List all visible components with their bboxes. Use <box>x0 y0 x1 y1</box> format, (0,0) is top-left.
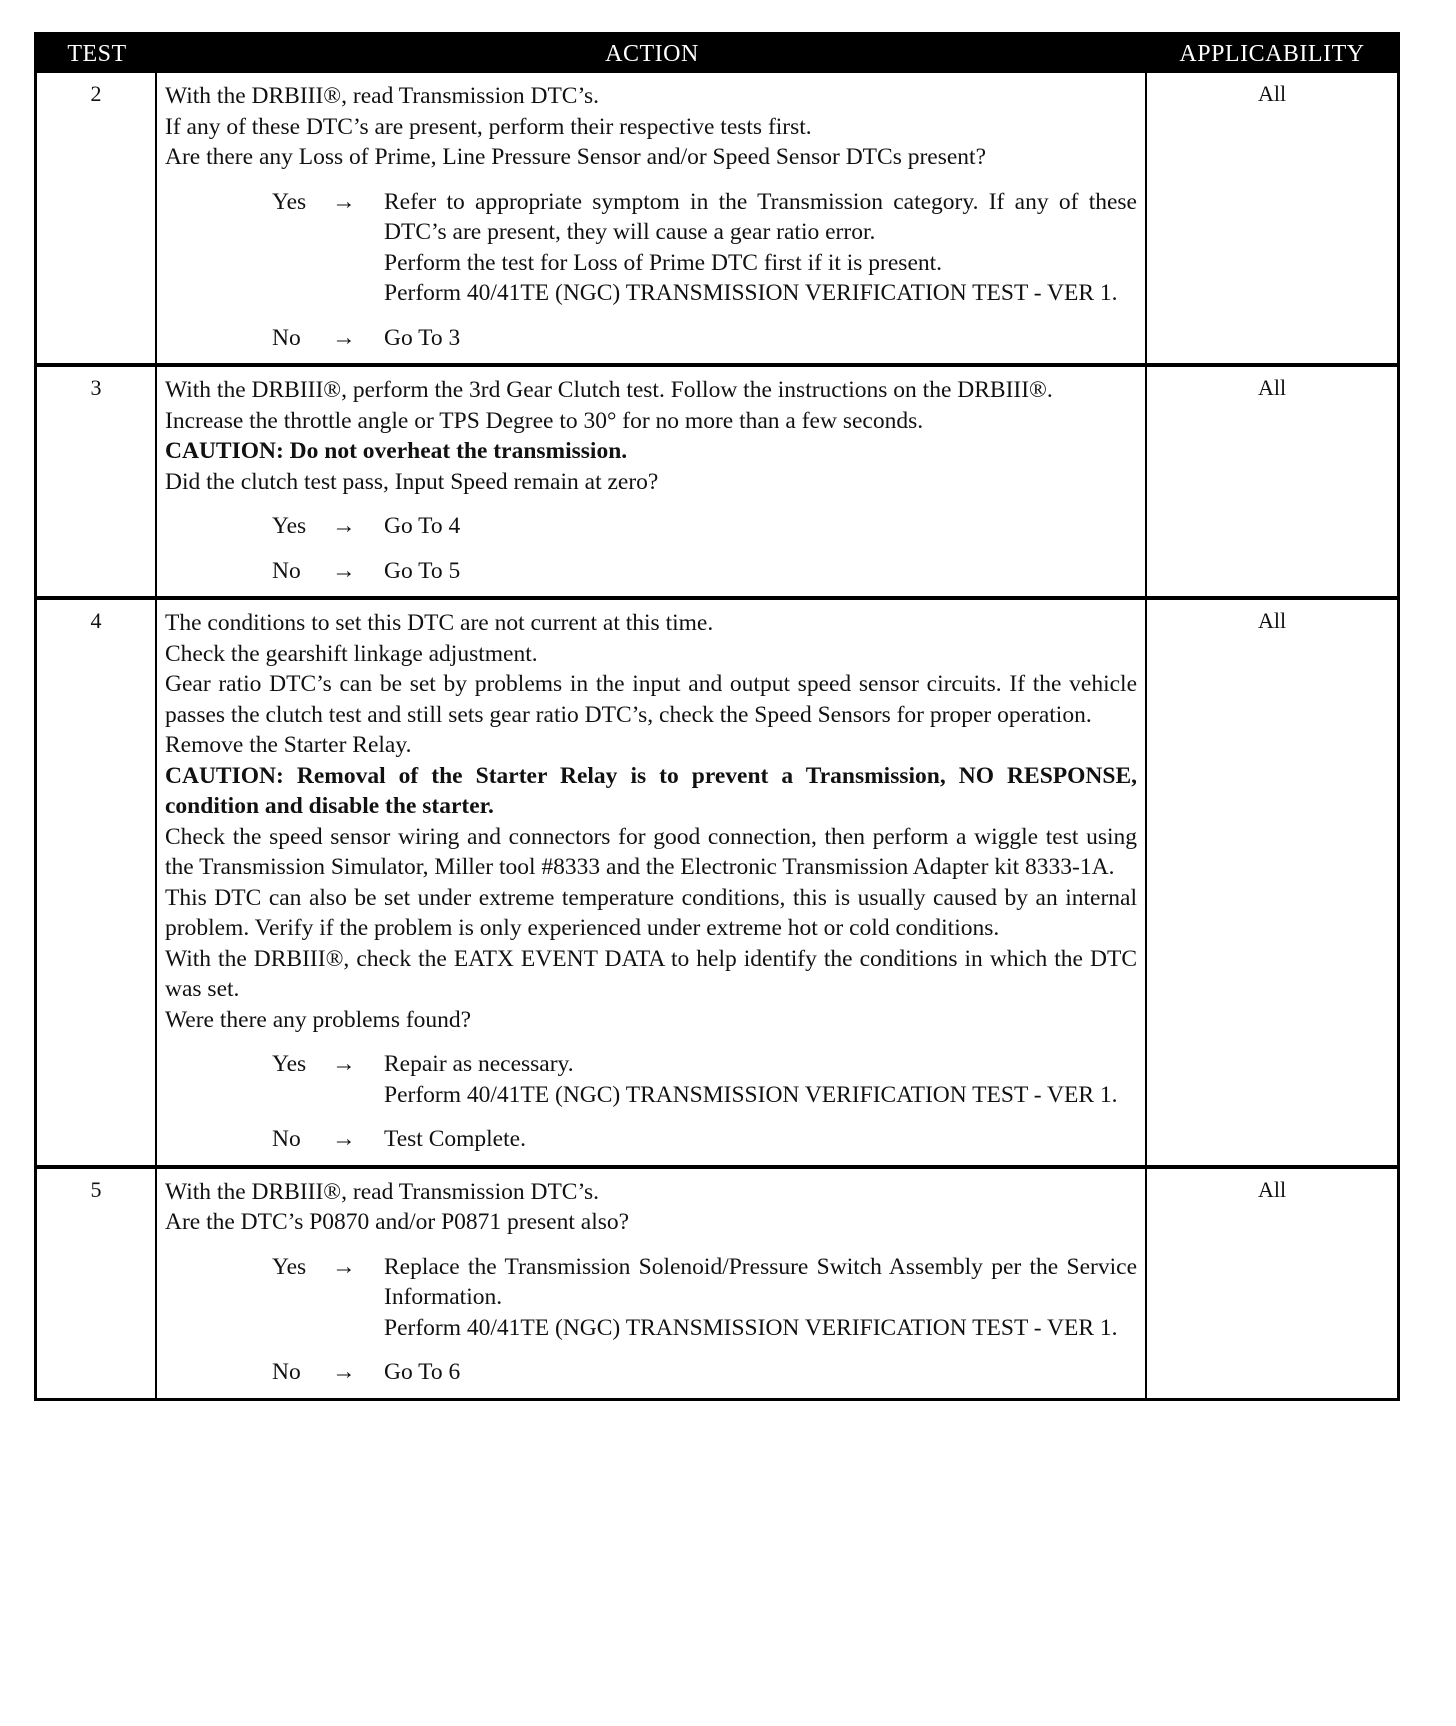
action-line: This DTC can also be set under extreme temperature conditions, this is usually caused by an internal problem. Verify if the problem is only experienced under extreme hot or cold conditions. <box>165 884 1137 941</box>
yes-branch-label: Yes <box>272 513 307 539</box>
branch-line: Refer to appropriate symptom in the Transmission category. If any of these DTC’s are present, they will cause a gear ratio error. <box>384 188 1137 245</box>
action-line: Increase the throttle angle or TPS Degree to 30° for no more than a few seconds. <box>165 407 924 434</box>
applicability: All <box>1257 81 1287 106</box>
yes-branch-label: Yes <box>272 188 307 215</box>
branch-line: Go To 4 <box>384 513 461 539</box>
branch-line: Go To 3 <box>384 324 461 351</box>
action-line: The conditions to set this DTC are not current at this time. <box>165 610 714 636</box>
no-branch <box>165 1124 1137 1155</box>
table-row <box>37 367 1397 600</box>
arrow-right-icon: → <box>332 188 356 215</box>
yes-branch <box>165 511 1137 542</box>
arrow-right-icon: → <box>332 513 356 539</box>
action-line: Gear ratio DTC’s can be set by problems in the input and output speed sensor circuits. If the vehicle passes the clutch test and still sets gear ratio DTC’s, check the Speed Sensors for proper operation. <box>165 671 1137 728</box>
yes-branch <box>165 1252 1137 1344</box>
branch-line: Perform 40/41TE (NGC) TRANSMISSION VERIFICATION TEST - VER 1. <box>384 1314 1118 1341</box>
no-branch-label: No <box>272 1126 301 1152</box>
action-line: Check the gearshift linkage adjustment. <box>165 640 538 667</box>
test-number: 5 <box>37 1169 157 1398</box>
no-branch-text <box>384 1124 1137 1155</box>
action-line: Were there any problems found? <box>165 1006 472 1033</box>
arrow-right-icon: → <box>332 1253 356 1280</box>
applicability: All <box>1257 1176 1287 1202</box>
caution-text: CAUTION: Removal of the Starter Relay is to prevent a Transmission, NO RESPONSE, condition and disable the starter. <box>165 762 1137 819</box>
no-branch-label: No <box>272 324 301 351</box>
action-line: Remove the Starter Relay. <box>165 732 412 758</box>
action-cell <box>157 1169 1147 1398</box>
arrow-right-icon: → <box>332 1126 356 1152</box>
action-line: With the DRBIII®, read Transmission DTC’s. <box>165 1178 600 1205</box>
header-action: ACTION <box>605 40 699 67</box>
yes-branch-text <box>384 1049 1137 1110</box>
test-number: 3 <box>37 367 157 596</box>
action-line: With the DRBIII®, check the EATX EVENT DATA to help identify the conditions in which the DTC was set. <box>165 945 1137 1002</box>
branch-line: Perform 40/41TE (NGC) TRANSMISSION VERIFICATION TEST - VER 1. <box>384 1081 1118 1108</box>
action-line: Are there any Loss of Prime, Line Pressure Sensor and/or Speed Sensor DTCs present? <box>165 144 987 170</box>
action-cell <box>157 73 1147 363</box>
table-body <box>37 73 1397 1398</box>
table-row <box>37 73 1397 367</box>
branch-line: Repair as necessary. <box>384 1051 574 1077</box>
branch-line: Perform the test for Loss of Prime DTC first if it is present. <box>384 249 943 276</box>
yes-branch-text <box>384 187 1137 309</box>
yes-branch-label: Yes <box>272 1253 307 1280</box>
action-line: With the DRBIII®, read Transmission DTC’s. <box>165 83 600 109</box>
applicability: All <box>1257 375 1287 400</box>
branch-line: Go To 5 <box>384 557 461 584</box>
branch-line: Replace the Transmission Solenoid/Pressure Switch Assembly per the Service Information. <box>384 1253 1137 1310</box>
table-row <box>37 1169 1397 1398</box>
table-header <box>37 35 1397 73</box>
applicability: All <box>1257 608 1287 633</box>
no-branch <box>165 323 1137 354</box>
arrow-right-icon: → <box>332 324 356 351</box>
caution-text: CAUTION: Do not overheat the transmission. <box>165 438 628 464</box>
action-line: Did the clutch test pass, Input Speed remain at zero? <box>165 468 659 495</box>
no-branch-text <box>384 323 1137 354</box>
no-branch-label: No <box>272 557 301 584</box>
arrow-right-icon: → <box>332 1359 356 1385</box>
header-applicability: APPLICABILITY <box>1179 40 1365 67</box>
test-number: 4 <box>37 600 157 1165</box>
test-number: 2 <box>37 73 157 363</box>
branch-line: Test Complete. <box>384 1126 526 1152</box>
action-line: With the DRBIII®, perform the 3rd Gear Clutch test. Follow the instructions on the DRBIII®. <box>165 377 1053 403</box>
yes-branch-text <box>384 1252 1137 1344</box>
yes-branch <box>165 1049 1137 1110</box>
action-cell <box>157 367 1147 596</box>
action-line: If any of these DTC’s are present, perform their respective tests first. <box>165 113 812 140</box>
no-branch <box>165 556 1137 587</box>
table-row <box>37 600 1397 1169</box>
no-branch-label: No <box>272 1359 301 1385</box>
diagnostic-table <box>34 32 1400 1401</box>
no-branch-text <box>384 556 1137 587</box>
no-branch <box>165 1357 1137 1388</box>
no-branch-text <box>384 1357 1137 1388</box>
action-line: Check the speed sensor wiring and connectors for good connection, then perform a wiggle test using the Transmission Simulator, Miller tool #8333 and the Electronic Transmission Adapter kit 8333-1A. <box>165 823 1137 880</box>
action-line: Are the DTC’s P0870 and/or P0871 present also? <box>165 1209 630 1235</box>
arrow-right-icon: → <box>332 1051 356 1077</box>
branch-line: Go To 6 <box>384 1359 461 1385</box>
action-cell <box>157 600 1147 1165</box>
yes-branch <box>165 187 1137 309</box>
yes-branch-label: Yes <box>272 1051 307 1077</box>
header-test: TEST <box>67 40 127 67</box>
arrow-right-icon: → <box>332 557 356 584</box>
yes-branch-text <box>384 511 1137 542</box>
branch-line: Perform 40/41TE (NGC) TRANSMISSION VERIFICATION TEST - VER 1. <box>384 280 1118 306</box>
